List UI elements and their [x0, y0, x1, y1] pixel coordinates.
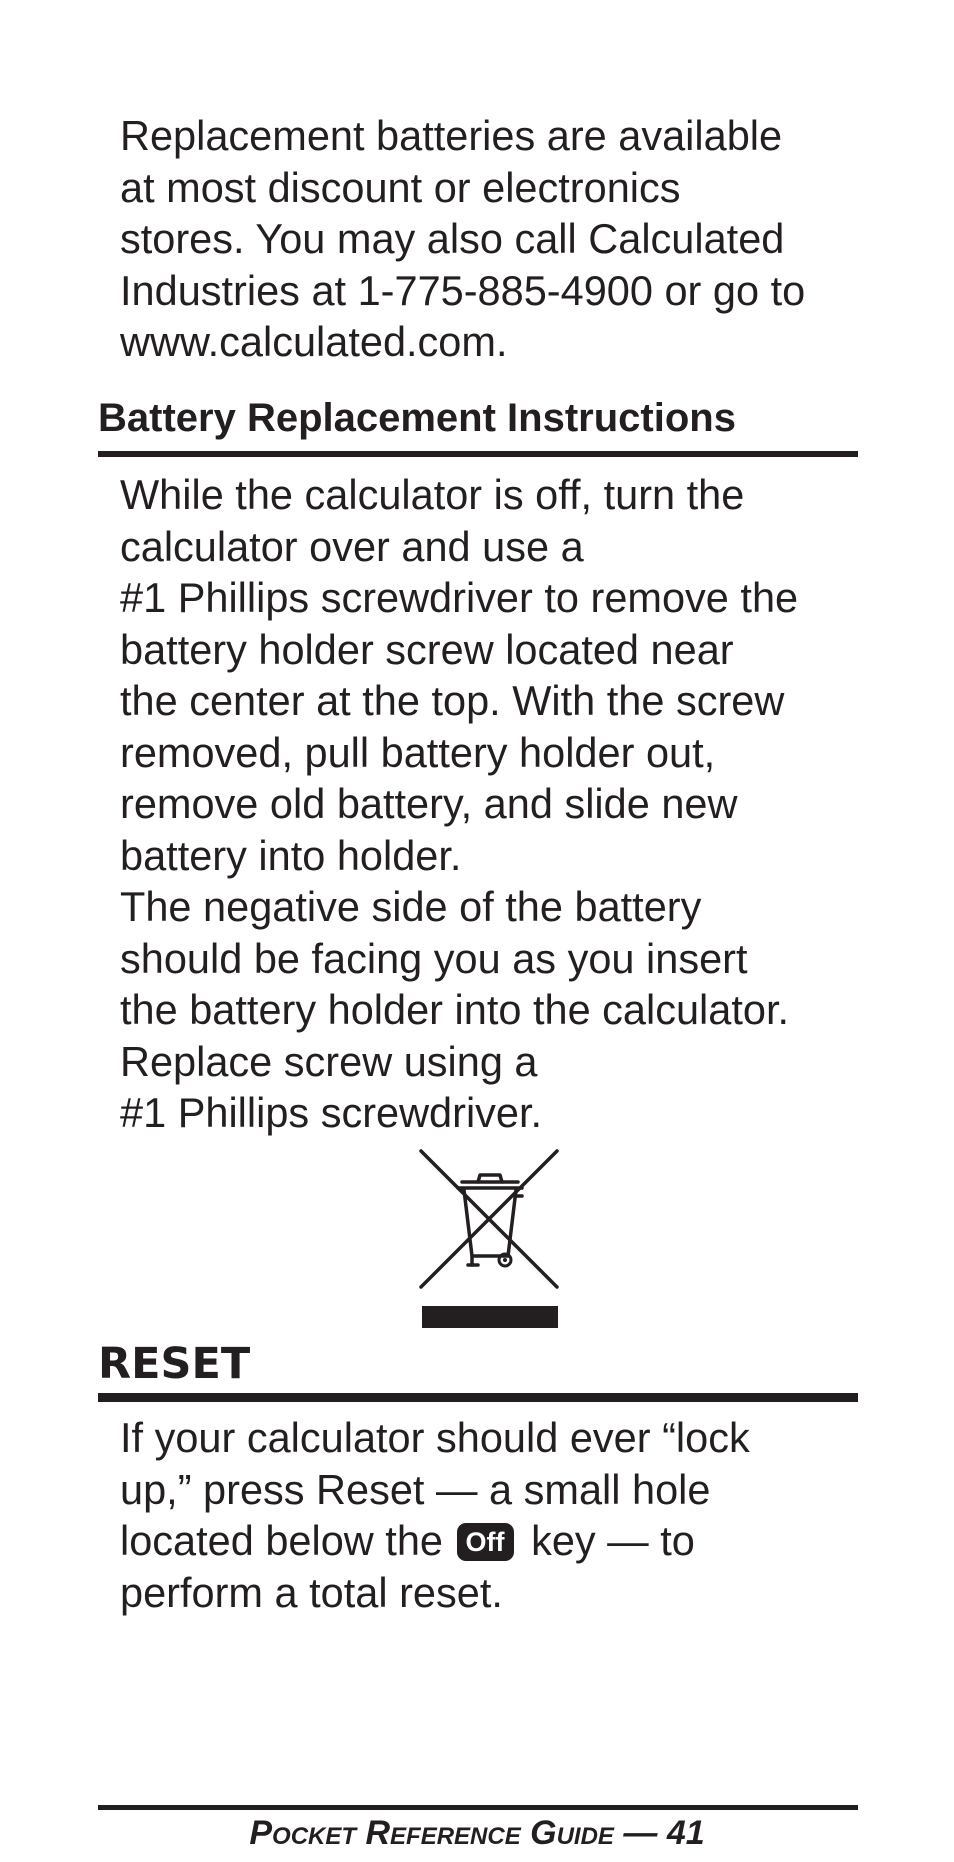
instruction-line: removed, pull battery holder out,	[120, 728, 716, 776]
battery-replacement-heading: Battery Replacement Instructions	[98, 396, 736, 440]
intro-line: Industries at 1-775-885-4900 or go to	[120, 266, 806, 314]
page-footer: Pocket Reference Guide — 41	[249, 1814, 705, 1852]
instruction-line: remove old battery, and slide new	[120, 780, 738, 827]
reset-line: If your calculator should ever “lock	[120, 1414, 750, 1461]
instruction-line: the center at the top. With the screw	[120, 677, 785, 724]
instruction-line: While the calculator is off, turn the	[120, 471, 745, 518]
instruction-line: Replace screw using a	[120, 1037, 538, 1085]
reset-line-text: key — to	[531, 1517, 695, 1564]
intro-line: Replacement batteries are available	[120, 112, 783, 159]
instruction-line: the battery holder into the calculator.	[120, 986, 790, 1033]
reset-line: up,” press Reset — a small hole	[120, 1465, 711, 1513]
reset-line-text: located below the	[120, 1517, 444, 1564]
crossed-out-wheelie-bin-icon	[418, 1148, 560, 1328]
instruction-line: #1 Phillips screwdriver.	[120, 1089, 543, 1136]
instruction-line: calculator over and use a	[120, 522, 584, 570]
reset-line: perform a total reset.	[120, 1568, 503, 1616]
instruction-line: battery into holder.	[120, 831, 462, 879]
reset-heading: RESET	[98, 1339, 251, 1389]
reset-paragraph	[120, 1412, 880, 1618]
intro-line: at most discount or electronics	[120, 163, 681, 211]
intro-line: www.calculated.com.	[120, 318, 508, 365]
instruction-line: battery holder screw located near	[120, 625, 734, 673]
instruction-line: The negative side of the battery	[120, 883, 702, 930]
footer-divider	[98, 1805, 858, 1810]
instruction-line: #1 Phillips screwdriver to remove the	[120, 574, 799, 621]
battery-instructions-paragraph	[120, 469, 880, 1139]
intro-paragraph	[120, 110, 880, 368]
heading-divider	[98, 451, 858, 457]
instruction-line: should be facing you as you insert	[120, 934, 748, 982]
reset-line	[120, 1515, 880, 1567]
intro-line: stores. You may also call Calculated	[120, 215, 785, 262]
off-key-icon: Off	[457, 1523, 514, 1561]
heading-divider	[98, 1393, 858, 1402]
